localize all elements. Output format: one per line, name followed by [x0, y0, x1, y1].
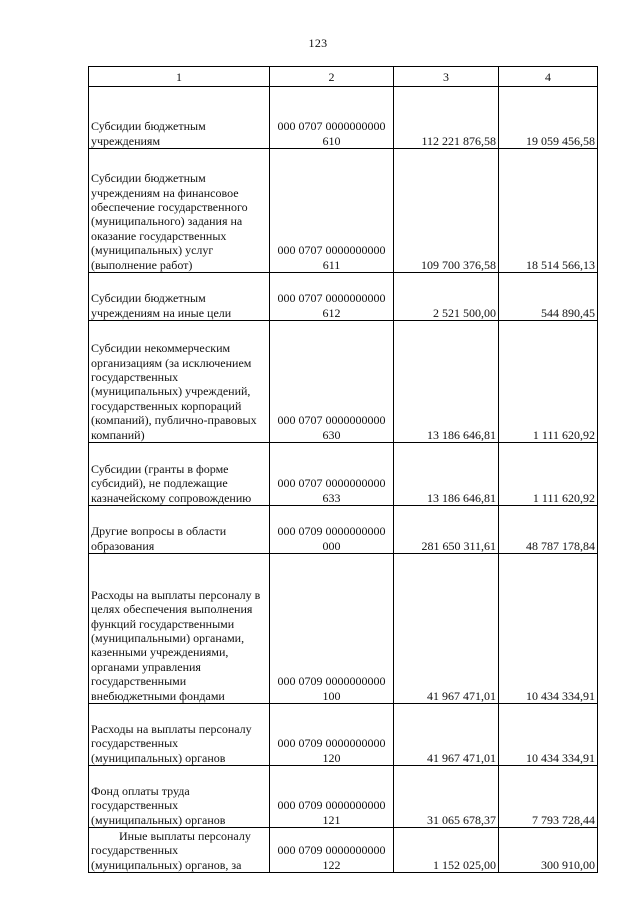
row-name: Субсидии бюджетным учреждениям: [89, 87, 270, 149]
row-amount-plan: 1 152 025,00: [394, 828, 499, 873]
row-amount-actual: 18 514 566,13: [499, 149, 598, 273]
row-amount-plan: 41 967 471,01: [394, 704, 499, 766]
row-amount-plan: 13 186 646,81: [394, 321, 499, 443]
row-amount-plan: 13 186 646,81: [394, 443, 499, 506]
row-amount-actual: 10 434 334,91: [499, 554, 598, 704]
row-amount-actual: 7 793 728,44: [499, 766, 598, 828]
row-name: Расходы на выплаты персоналу государственных (муниципальных) органов: [89, 704, 270, 766]
table-row: [89, 273, 598, 321]
row-amount-plan: 41 967 471,01: [394, 554, 499, 704]
row-amount-plan: 31 065 678,37: [394, 766, 499, 828]
row-amount-actual: 300 910,00: [499, 828, 598, 873]
column-header: 4: [499, 67, 598, 87]
row-code: 000 0709 0000000000 000: [270, 506, 394, 554]
table-row: [89, 766, 598, 828]
row-code: 000 0707 0000000000 610: [270, 87, 394, 149]
row-amount-actual: 48 787 178,84: [499, 506, 598, 554]
row-code: 000 0709 0000000000 120: [270, 704, 394, 766]
row-name: Субсидии (гранты в форме субсидий), не подлежащие казначейскому сопровождению: [89, 443, 270, 506]
row-amount-actual: 19 059 456,58: [499, 87, 598, 149]
row-name: Расходы на выплаты персоналу в целях обеспечения выполнения функций государственными (муниципальными) органами, казенными учреждениями, органами управления государственными внебюджетными фондами: [89, 554, 270, 704]
table-row: [89, 443, 598, 506]
header-row: [89, 67, 598, 87]
row-name: Субсидии некоммерческим организациям (за исключением государственных (муниципальных) учреждений, государственных корпораций (компаний), публично-правовых компаний): [89, 321, 270, 443]
row-code: 000 0707 0000000000 611: [270, 149, 394, 273]
row-amount-actual: 544 890,45: [499, 273, 598, 321]
row-amount-plan: 112 221 876,58: [394, 87, 499, 149]
row-amount-actual: 1 111 620,92: [499, 321, 598, 443]
table-row: [89, 87, 598, 149]
row-amount-actual: 10 434 334,91: [499, 704, 598, 766]
row-amount-plan: 281 650 311,61: [394, 506, 499, 554]
row-code: 000 0709 0000000000 121: [270, 766, 394, 828]
page-number: 123: [308, 36, 328, 50]
table-row: [89, 506, 598, 554]
row-amount-actual: 1 111 620,92: [499, 443, 598, 506]
column-header: 1: [89, 67, 270, 87]
row-code: 000 0709 0000000000 122: [270, 828, 394, 873]
table-row: [89, 149, 598, 273]
row-code: 000 0707 0000000000 630: [270, 321, 394, 443]
row-name: Другие вопросы в области образования: [89, 506, 270, 554]
table-row: [89, 828, 598, 873]
row-code: 000 0707 0000000000 612: [270, 273, 394, 321]
row-name: Субсидии бюджетным учреждениям на иные цели: [89, 273, 270, 321]
column-header: 3: [394, 67, 499, 87]
table-row: [89, 704, 598, 766]
table-row: [89, 321, 598, 443]
budget-table: [88, 66, 598, 873]
column-header: 2: [270, 67, 394, 87]
row-name: [89, 828, 270, 873]
row-amount-plan: 2 521 500,00: [394, 273, 499, 321]
row-code: 000 0707 0000000000 633: [270, 443, 394, 506]
table-row: [89, 554, 598, 704]
row-name-text: Иные выплаты персоналу государственных (муниципальных) органов, за: [91, 828, 251, 872]
row-name: Фонд оплаты труда государственных (муниципальных) органов: [89, 766, 270, 828]
row-amount-plan: 109 700 376,58: [394, 149, 499, 273]
row-name: Субсидии бюджетным учреждениям на финансовое обеспечение государственного (муниципального) задания на оказание государственных (муниципальных) услуг (выполнение работ): [89, 149, 270, 273]
row-code: 000 0709 0000000000 100: [270, 554, 394, 704]
